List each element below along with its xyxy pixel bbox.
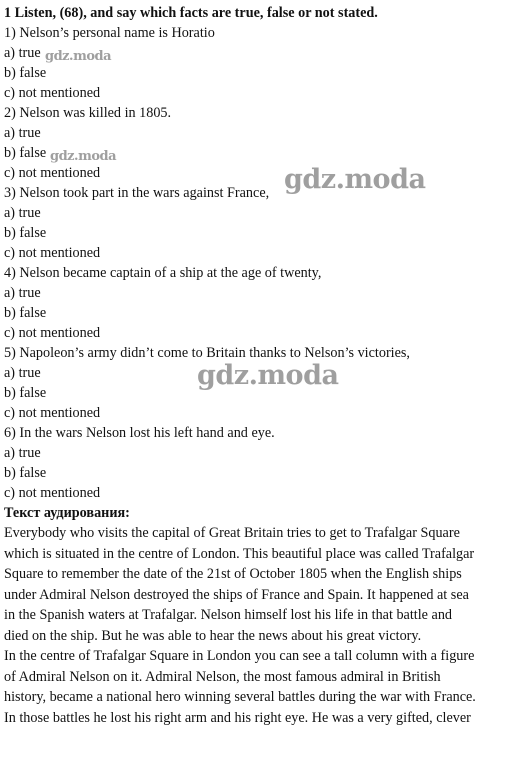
question-1: 1) Nelson’s personal name is Horatio xyxy=(4,25,215,41)
transcript-heading: Текст аудирования: xyxy=(4,505,130,521)
watermark: gdz.moda xyxy=(50,149,117,164)
transcript-line: history, became a national hero winning several battles during the war with France. xyxy=(4,689,476,705)
transcript-line: which is situated in the centre of London. This beautiful place was called Trafalgar xyxy=(4,545,475,562)
transcript-line: Square to remember the date of the 21st of October 1805 when the English ships xyxy=(4,566,462,582)
option-a: a) true xyxy=(4,205,41,221)
watermark: gdz.moda xyxy=(45,49,112,64)
transcript-line: under Admiral Nelson destroyed the ships of France and Spain. It happened at sea xyxy=(4,586,469,603)
option-b: b) false xyxy=(4,225,47,241)
option-a: a) true xyxy=(4,285,41,301)
option-a: a) true xyxy=(4,445,41,461)
option-c: c) not mentioned xyxy=(4,405,101,421)
question-5: 5) Napoleon’s army didn’t come to Britain thanks to Nelson’s victories, xyxy=(4,345,410,361)
option-c: c) not mentioned xyxy=(4,325,101,341)
option-b: b) false xyxy=(4,385,47,401)
option-c: c) not mentioned xyxy=(4,485,101,501)
option-c: c) not mentioned xyxy=(4,85,101,101)
transcript-line: In those battles he lost his right arm and his right eye. He was a very gifted, clever xyxy=(4,709,471,726)
question-3: 3) Nelson took part in the wars against France, xyxy=(4,185,270,201)
transcript-line: of Admiral Nelson on it. Admiral Nelson, the most famous admiral in British xyxy=(4,668,441,685)
watermark: gdz.moda xyxy=(197,360,339,391)
question-2: 2) Nelson was killed in 1805. xyxy=(4,105,172,121)
option-a: a) true xyxy=(4,365,41,381)
transcript-line: Everybody who visits the capital of Great Britain tries to get to Trafalgar Square xyxy=(4,525,460,541)
option-a: a) true xyxy=(4,125,41,141)
option-b: b) false xyxy=(4,65,47,81)
transcript-line: in the Spanish waters at Trafalgar. Nelson himself lost his life in that battle and xyxy=(4,607,453,623)
watermark: gdz.moda xyxy=(284,164,426,195)
option-c: c) not mentioned xyxy=(4,165,101,181)
question-4: 4) Nelson became captain of a ship at the age of twenty, xyxy=(4,265,322,281)
transcript-line: died on the ship. But he was able to hear the news about his great victory. xyxy=(4,627,422,644)
option-b: b) false xyxy=(4,465,47,481)
question-6: 6) In the wars Nelson lost his left hand and eye. xyxy=(4,425,275,441)
option-b: b) false xyxy=(4,305,47,321)
option-c: c) not mentioned xyxy=(4,245,101,261)
transcript-line: In the centre of Trafalgar Square in London you can see a tall column with a figure xyxy=(4,648,475,664)
option-a: a) true xyxy=(4,45,41,61)
option-b: b) false xyxy=(4,145,47,161)
exercise-title: 1 Listen, (68), and say which facts are true, false or not stated. xyxy=(4,5,378,21)
